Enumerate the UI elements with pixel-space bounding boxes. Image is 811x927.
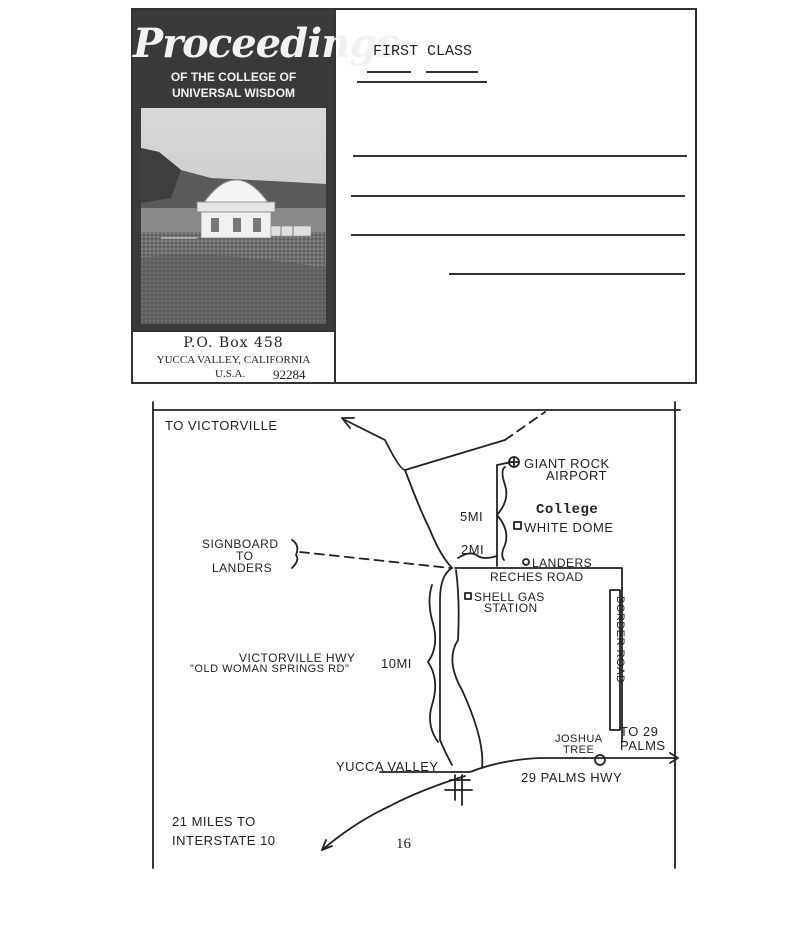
label-hwy-1: VICTORVILLE HWY xyxy=(239,651,356,665)
label-to-29-1: TO 29 xyxy=(620,724,659,739)
label-college-1: College xyxy=(536,502,599,518)
page-number: 16 xyxy=(396,836,411,852)
label-giant-rock-2: AIRPORT xyxy=(546,468,608,483)
label-shell-1: SHELL GAS xyxy=(474,590,545,604)
label-signboard-2: TO xyxy=(236,549,254,563)
label-landers: LANDERS xyxy=(532,556,593,570)
masthead-subtitle-line2: UNIVERSAL WISDOM xyxy=(171,86,296,100)
address-country: U.S.A. xyxy=(215,368,246,380)
mailer-left-panel xyxy=(133,10,398,382)
label-reches-road: RECHES ROAD xyxy=(490,570,584,584)
label-5mi: 5MI xyxy=(460,509,484,524)
postage-class: FIRST CLASS xyxy=(373,43,473,60)
label-giant-rock-1: GIANT ROCK xyxy=(524,456,610,471)
po-box: P.O. Box 458 xyxy=(183,335,284,351)
label-to-29-2: PALMS xyxy=(620,738,666,753)
road-to-victorville xyxy=(345,420,452,568)
brace-10mi xyxy=(428,585,438,742)
arrow-29-palms xyxy=(670,753,678,763)
masthead-subtitle-line1: OF THE COLLEGE OF xyxy=(170,70,297,84)
road-old-woman-springs xyxy=(440,568,452,765)
address-city: YUCCA VALLEY, CALIFORNIA xyxy=(156,354,311,366)
joshua-tree-marker xyxy=(595,755,605,765)
address-line-4 xyxy=(449,273,685,275)
address-line-3 xyxy=(351,234,685,236)
arrow-interstate xyxy=(322,840,332,850)
address-line-2 xyxy=(351,195,685,197)
road-to-giant-rock xyxy=(405,440,505,470)
dome-photo xyxy=(141,108,326,324)
label-border-road: BORDER ROAD xyxy=(614,596,626,684)
label-10mi: 10MI xyxy=(381,656,412,671)
college-marker xyxy=(514,522,521,529)
label-joshua-1: JOSHUA xyxy=(555,733,603,745)
giant-rock-marker xyxy=(509,457,519,467)
postage-underline-right xyxy=(426,71,478,73)
signboard-brace xyxy=(292,540,297,568)
label-interstate-1: 21 MILES TO xyxy=(172,814,256,829)
masthead-title: Proceedings xyxy=(133,20,398,67)
road-landers-north xyxy=(497,462,512,566)
label-yucca-valley: YUCCA VALLEY xyxy=(336,759,439,774)
postage-underline-long xyxy=(357,81,487,83)
address-line-1 xyxy=(353,155,687,157)
road-giant-rock-dashed xyxy=(505,412,545,440)
postage-underline-left xyxy=(367,71,411,73)
label-joshua-2: TREE xyxy=(563,744,595,756)
shell-marker xyxy=(465,593,471,599)
label-hwy-2: "OLD WOMAN SPRINGS RD" xyxy=(190,663,350,675)
signboard-leader xyxy=(300,552,450,568)
dome-photo-illustration xyxy=(141,108,326,324)
return-address xyxy=(133,330,334,384)
mailer-card xyxy=(131,8,697,384)
label-to-victorville: TO VICTORVILLE xyxy=(165,418,278,433)
label-29-palms-hwy: 29 PALMS HWY xyxy=(521,770,623,785)
brace-5mi xyxy=(497,467,506,560)
road-to-interstate xyxy=(322,776,465,850)
label-2mi: 2MI xyxy=(461,542,485,557)
label-signboard-1: SIGNBOARD xyxy=(202,537,279,551)
masthead xyxy=(133,10,398,330)
arrow-victorville xyxy=(342,418,354,428)
label-signboard-3: LANDERS xyxy=(212,561,273,575)
label-shell-2: STATION xyxy=(484,601,538,615)
address-zip: 92284 xyxy=(273,367,306,382)
label-college-2: WHITE DOME xyxy=(524,520,614,535)
landers-marker xyxy=(523,559,529,565)
label-interstate-2: INTERSTATE 10 xyxy=(172,833,276,848)
